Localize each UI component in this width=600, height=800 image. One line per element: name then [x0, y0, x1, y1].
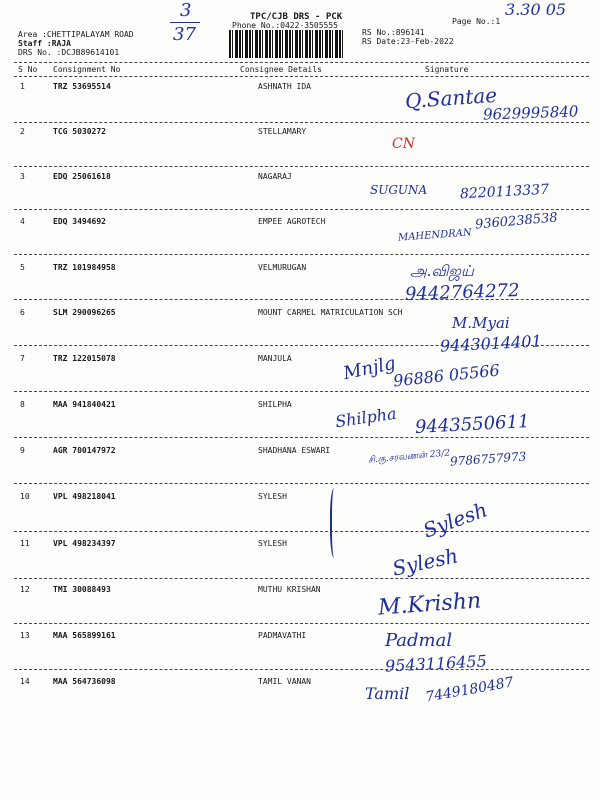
signature-13-phone: 9543116455 [384, 651, 488, 676]
signature-1: Q.Santae [404, 82, 498, 114]
row-sno: 1 [20, 82, 25, 91]
row-divider [14, 209, 589, 210]
table-row [0, 354, 600, 374]
table-row [0, 492, 600, 512]
row-divider [14, 166, 589, 167]
row-consignment: SLM 290096265 [53, 308, 116, 317]
row-consignment: VPL 498218041 [53, 492, 116, 501]
rs-date: RS Date:23-Feb-2022 [362, 37, 454, 46]
row-consignment: AGR 700147972 [53, 446, 116, 455]
row-sno: 2 [20, 127, 25, 136]
row-divider [14, 391, 589, 392]
row-consignment: VPL 498234397 [53, 539, 116, 548]
row-consignee: TAMIL VANAN [258, 677, 311, 686]
row-consignee: SYLESH [258, 539, 287, 548]
signature-11: Sylesh [390, 543, 461, 581]
signature-brace [330, 488, 340, 558]
staff-line [18, 39, 71, 48]
row-consignee: SHADHANA ESWARI [258, 446, 331, 455]
row-sno: 3 [20, 172, 25, 181]
document-title: TPC/CJB DRS - PCK [250, 12, 343, 22]
row-consignment: TRZ 53695514 [53, 82, 111, 91]
handwritten-fraction-top: 3 [180, 0, 192, 21]
signature-14: Tamil [365, 684, 410, 703]
row-consignment: MAA 565899161 [53, 631, 116, 640]
row-divider [14, 531, 589, 532]
row-sno: 6 [20, 308, 25, 317]
row-sno: 4 [20, 217, 25, 226]
signature-5: அ.விஜய் [410, 262, 474, 280]
signature-14-phone: 7449180487 [424, 674, 515, 706]
signature-8-phone: 9443550611 [414, 411, 531, 438]
row-consignment: TRZ 101984958 [53, 263, 116, 272]
signature-4-phone: 9360238538 [474, 210, 559, 233]
signature-9-phone: 9786757973 [449, 449, 527, 469]
row-consignment: TRZ 122015078 [53, 354, 116, 363]
signature-3: SUGUNA [370, 183, 428, 197]
area-label: Area :CHETTIPALAYAM ROAD [18, 30, 134, 39]
barcode [229, 30, 344, 58]
drs-number: DRS No. :DCJB89614101 [18, 48, 120, 57]
handwritten-time: 3.30 05 [505, 0, 567, 19]
signature-3-phone: 8220113337 [459, 181, 550, 203]
header-divider-bottom [14, 76, 589, 77]
signature-7: Mnjlg [341, 352, 398, 385]
column-consignee: Consignee Details [240, 65, 322, 74]
row-consignee: STELLAMARY [258, 127, 307, 136]
row-consignee: PADMAVATHI [258, 631, 307, 640]
row-sno: 11 [20, 539, 30, 548]
row-divider [14, 254, 589, 255]
row-consignment: MAA 564736098 [53, 677, 116, 686]
table-row [0, 308, 600, 328]
row-consignment: TMI 30088493 [53, 585, 111, 594]
row-consignee: MUTHU KRISHAN [258, 585, 321, 594]
signature-8: Shilpha [333, 403, 398, 432]
row-divider [14, 483, 589, 484]
signature-6-phone: 9443014401 [439, 331, 543, 356]
row-consignment: EDQ 3494692 [53, 217, 106, 226]
signature-2: CN [392, 136, 415, 152]
table-row [0, 539, 600, 559]
row-sno: 13 [20, 631, 30, 640]
row-sno: 8 [20, 400, 25, 409]
row-sno: 9 [20, 446, 25, 455]
handwritten-fraction-bottom: 37 [173, 24, 196, 45]
row-sno: 7 [20, 354, 25, 363]
rs-number: RS No.:896141 [362, 28, 425, 37]
signature-1-phone: 9629995840 [482, 102, 579, 124]
signature-12: M.Krishn [377, 588, 482, 621]
row-sno: 12 [20, 585, 30, 594]
row-consignment: MAA 941840421 [53, 400, 116, 409]
table-row [0, 127, 600, 147]
row-consignee: MANJULA [258, 354, 292, 363]
row-divider [14, 578, 589, 579]
row-consignment: EDQ 25061618 [53, 172, 111, 181]
row-consignee: SHILPHA [258, 400, 292, 409]
column-signature: Signature [425, 65, 469, 74]
row-sno: 10 [20, 492, 30, 501]
page-number: Page No.:1 [452, 17, 501, 26]
row-sno: 5 [20, 263, 25, 272]
row-consignment: TCG 5030272 [53, 127, 106, 136]
row-consignee: MOUNT CARMEL MATRICULATION SCH [258, 308, 403, 317]
row-sno: 14 [20, 677, 30, 686]
signature-7-phone: 96886 05566 [392, 360, 501, 391]
row-consignee: EMPEE AGROTECH [258, 217, 326, 226]
row-divider [14, 623, 589, 624]
column-sno: S No [18, 65, 38, 74]
row-consignee: VELMURUGAN [258, 263, 307, 272]
header-divider-top [14, 62, 589, 63]
signature-5-phone: 9442764272 [404, 280, 520, 305]
table-row [0, 585, 600, 605]
row-consignee: SYLESH [258, 492, 287, 501]
row-consignee: NAGARAJ [258, 172, 292, 181]
signature-9: சி.கு.சரவணன் 23/2 [367, 448, 451, 466]
signature-4: MAHENDRAN [397, 227, 473, 244]
row-consignee: ASHNATH IDA [258, 82, 311, 91]
table-row [0, 82, 600, 102]
table-row [0, 631, 600, 651]
phone-number: Phone No.:0422-3505555 [232, 21, 338, 30]
staff-label: Staff : [18, 39, 52, 48]
signature-13: Padmal [385, 630, 453, 651]
signature-10: Sylesh [419, 497, 491, 543]
handwritten-fraction-line [170, 22, 200, 23]
row-divider [14, 437, 589, 438]
staff-name: RAJA [51, 39, 71, 48]
row-divider [14, 669, 589, 670]
column-consignment: Consignment No [53, 65, 121, 74]
signature-6: M.Myai [452, 314, 510, 332]
